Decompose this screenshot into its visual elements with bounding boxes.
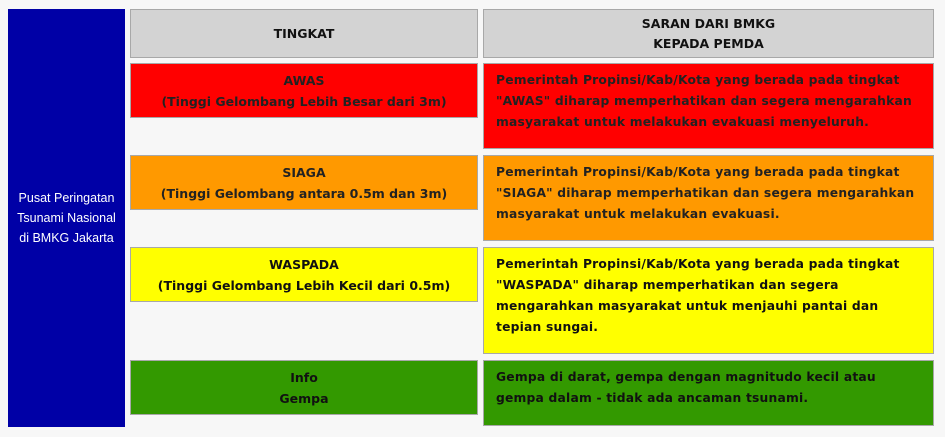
level-siaga-cell	[130, 155, 478, 210]
advice-column-header-line2: KEPADA PEMDA	[653, 35, 764, 51]
advice-siaga-text: Pemerintah Propinsi/Kab/Kota yang berada pada tingkat "SIAGA" diharap memperhatikan dan segera mengarahkan masyarakat untuk melakukan evakuasi.	[496, 165, 915, 221]
level-column-header	[130, 9, 478, 58]
advice-awas-cell	[483, 63, 934, 149]
level-waspada-description: (Tinggi Gelombang Lebih Kecil dari 0.5m)	[157, 277, 451, 293]
level-info-name: Info	[290, 369, 318, 385]
advice-info-text: Gempa di darat, gempa dengan magnitudo kecil atau gempa dalam - tidak ada ancaman tsunami.	[496, 370, 876, 405]
advice-info-cell	[483, 360, 934, 426]
level-info-cell	[130, 360, 478, 415]
sidebar-panel	[8, 9, 125, 427]
level-siaga-name: SIAGA	[282, 164, 326, 180]
advice-siaga-cell	[483, 155, 934, 241]
level-awas-cell	[130, 63, 478, 118]
advice-awas-text: Pemerintah Propinsi/Kab/Kota yang berada pada tingkat "AWAS" diharap memperhatikan dan segera mengarahkan masyarakat untuk melakukan evakuasi menyeluruh.	[496, 73, 912, 129]
level-info-description: Gempa	[279, 390, 329, 406]
advice-column-header	[483, 9, 934, 58]
level-awas-description: (Tinggi Gelombang Lebih Besar dari 3m)	[161, 93, 447, 109]
level-awas-name: AWAS	[283, 72, 325, 88]
advice-waspada-cell	[483, 247, 934, 354]
level-siaga-description: (Tinggi Gelombang antara 0.5m dan 3m)	[160, 185, 448, 201]
advice-column-header-line1: SARAN DARI BMKG	[641, 15, 776, 31]
advice-waspada-text: Pemerintah Propinsi/Kab/Kota yang berada pada tingkat "WASPADA" diharap memperhatikan dan segera mengarahkan masyarakat untuk menjauhi pantai dan tepian sungai.	[496, 257, 900, 334]
level-waspada-cell	[130, 247, 478, 302]
sidebar-title: Pusat Peringatan Tsunami Nasional di BMKG Jakarta	[17, 191, 116, 245]
level-waspada-name: WASPADA	[269, 256, 339, 272]
level-column-header-label: TINGKAT	[273, 25, 335, 41]
